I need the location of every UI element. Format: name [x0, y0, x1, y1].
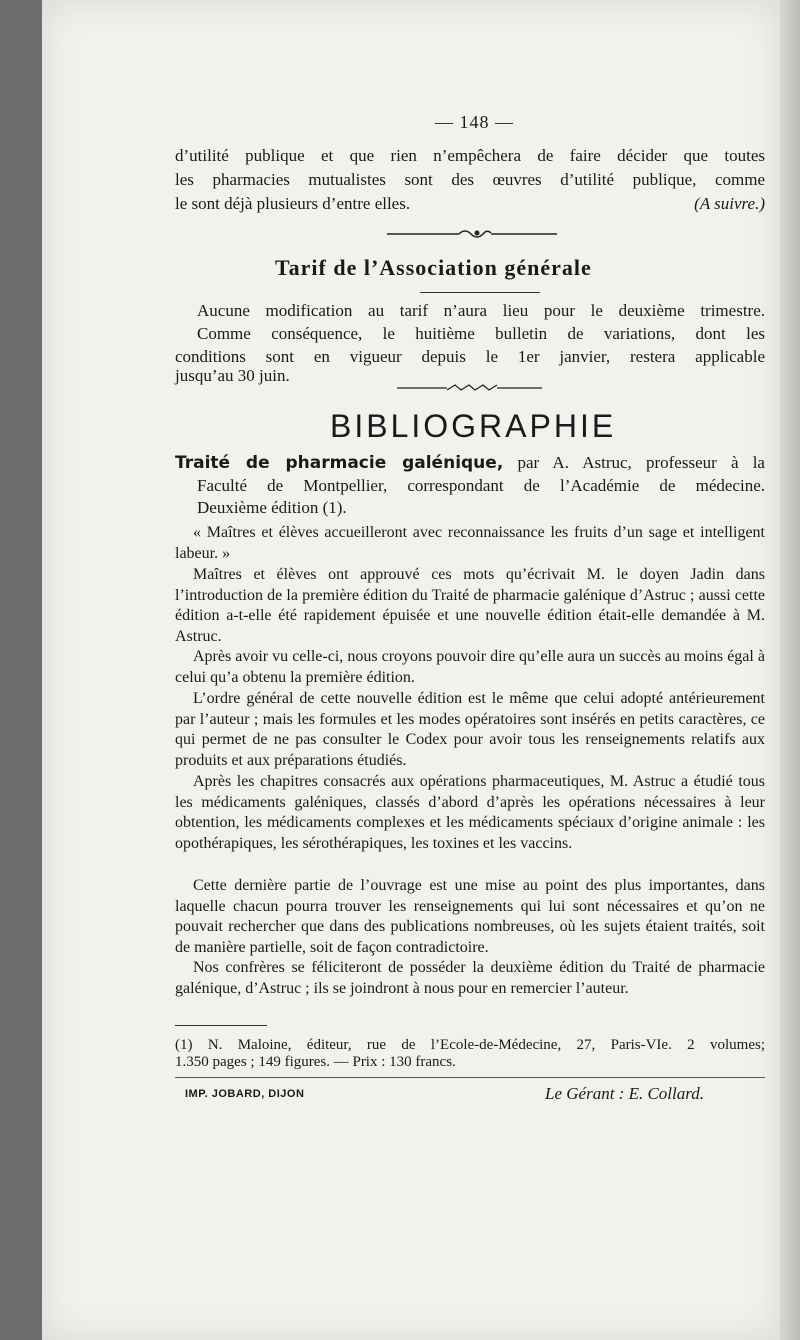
intro-line-2: les pharmacies mutualistes sont des œuvres d’utilité publique, comme — [175, 170, 765, 189]
biblio-paragraph-3: Après avoir vu celle-ci, nous croyons pouvoir dire qu’elle aura un succès au moins égal à celui qu’a obtenu la première édition. — [175, 648, 765, 686]
footnote-line-2: 1.350 pages ; 149 figures. — Prix : 130 francs. — [175, 1054, 456, 1070]
entry-edition: Deuxième édition (1). — [197, 498, 347, 517]
book-title: Traité de pharmacie galénique, — [175, 453, 504, 473]
biblio-paragraph-4: L’ordre général de cette nouvelle édition est le même que celui adopté antérieurement par l’auteur ; mais les formules et les modes opératoires sont insérés en petits caractères, ce qui permet de ne pas consulter le Codex pour avoir tous les renseignements relatifs aux produits et aux préparations étudiés. — [175, 690, 765, 769]
adjacent-page-edge — [780, 0, 800, 1340]
book-author: par A. Astruc, professeur à la — [503, 453, 765, 472]
imprint: IMP. JOBARD, DIJON — [185, 1088, 305, 1100]
biblio-paragraph-2: Maîtres et élèves ont approuvé ces mots qu’écrivait M. le doyen Jadin dans l’introduction de la première édition du Traité de pharmacie galénique d’Astruc ; aussi cette édition a-t-elle été rapidement épuisée et une nouvelle édition était-elle demandée à M. Astruc. — [175, 566, 765, 645]
tarif-line-3: conditions sont en vigueur depuis le 1er janvier, restera applicable — [175, 347, 765, 366]
tarif-last-line: jusqu’au 30 juin. — [175, 366, 290, 385]
imprint-rule — [175, 1077, 765, 1078]
tarif-rule — [420, 292, 540, 293]
footnote-line-1: (1) N. Maloine, éditeur, rue de l’Ecole-de-Médecine, 27, Paris-VIe. 2 volumes; — [175, 1037, 765, 1053]
ornament-divider-2 — [397, 382, 542, 394]
page-number: — 148 — — [435, 112, 514, 132]
biblio-paragraph-5: Après les chapitres consacrés aux opérations pharmaceutiques, M. Astruc a étudié tous les médicaments galéniques, classés d’abord d’après les opérations nécessaires à leur obtention, les médicaments complexes et les médicaments spéciaux d’origine animale : les opothérapiques, les sérothérapiques, les toxines et les vaccins. — [175, 773, 765, 852]
intro-last-row — [175, 193, 765, 215]
tarif-heading: Tarif de l’Association générale — [275, 255, 592, 280]
tarif-line-2: Comme conséquence, le huitième bulletin de variations, dont les — [197, 324, 765, 343]
to-follow-note: (A suivre.) — [694, 194, 765, 213]
biblio-paragraph-1: « Maîtres et élèves accueilleront avec reconnaissance les fruits d’un sage et intelligent labeur. » — [175, 524, 765, 562]
biblio-paragraph-6: Cette dernière partie de l’ouvrage est une mise au point des plus importantes, dans laquelle chacun pourra trouver les renseignements qui lui sont nécessaires et qu’on ne pouvait rechercher que dans des publications nombreuses, où les sujets étaient traités, soit de manière partielle, soit de façon contradictoire. — [175, 877, 765, 956]
entry-title-line — [175, 452, 765, 476]
gerant-signature: Le Gérant : E. Collard. — [545, 1084, 704, 1103]
intro-last-line: le sont déjà plusieurs d’entre elles. — [175, 194, 411, 213]
bibliography-heading: BIBLIOGRAPHIE — [330, 408, 617, 444]
intro-line-1: d’utilité publique et que rien n’empêchera de faire décider que toutes — [175, 146, 765, 165]
footnote-rule — [175, 1025, 267, 1026]
tarif-line-1: Aucune modification au tarif n’aura lieu pour le deuxième trimestre. — [197, 301, 765, 320]
ornament-divider — [387, 225, 557, 241]
biblio-paragraph-7: Nos confrères se féliciteront de posséder la deuxième édition du Traité de pharmacie galénique, d’Astruc ; ils se joindront à nous pour en remercier l’auteur. — [175, 959, 765, 997]
entry-line-2: Faculté de Montpellier, correspondant de l’Académie de médecine. — [197, 476, 765, 495]
